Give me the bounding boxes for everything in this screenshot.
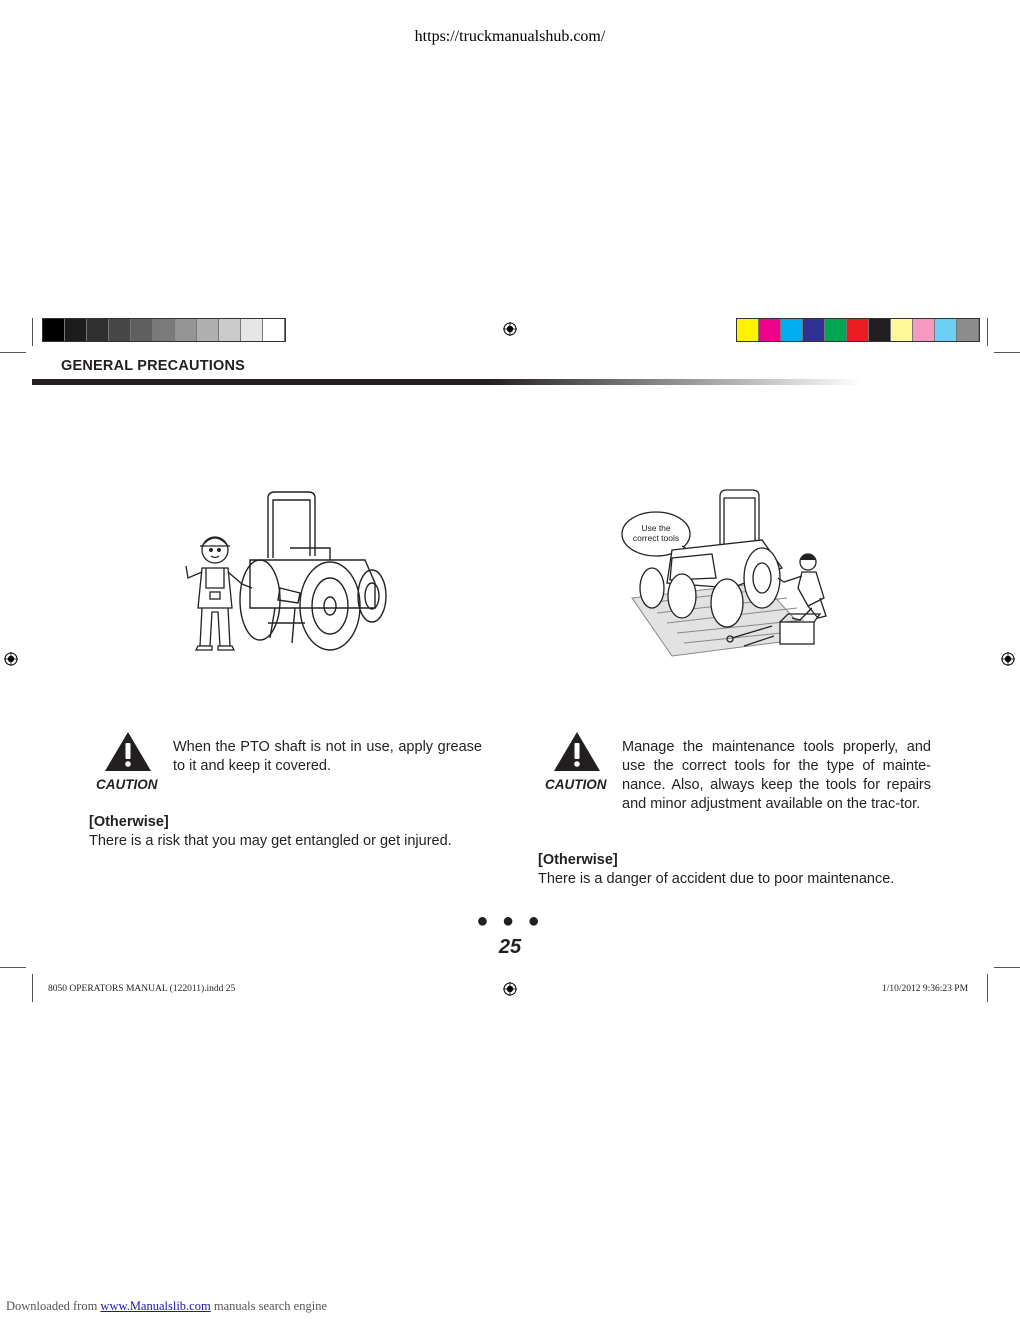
header-url-link[interactable]: https://truckmanualshub.com/: [414, 28, 606, 45]
header-url: [0, 28, 1020, 46]
calibration-swatch: [87, 319, 109, 341]
page-number-dots: ● ● ●: [476, 910, 544, 932]
calibration-swatch: [153, 319, 175, 341]
calibration-swatch: [737, 319, 759, 341]
calibration-swatch: [109, 319, 131, 341]
caution-text: When the PTO shaft is not in use, apply grease to it and keep it covered.: [173, 739, 482, 774]
correct-tools-illustration: [612, 488, 852, 658]
calibration-swatch: [219, 319, 241, 341]
calibration-swatch: [957, 319, 979, 341]
calibration-swatch: [869, 319, 891, 341]
otherwise-text: There is a danger of accident due to poor maintenance.: [538, 871, 895, 887]
calibration-swatch: [197, 319, 219, 341]
pto-shaft-illustration: [180, 488, 395, 658]
speech-bubble-line2: correct tools: [632, 533, 680, 543]
calibration-swatch: [241, 319, 263, 341]
registration-mark-left: [4, 652, 18, 666]
registration-mark-bottom: [503, 982, 517, 996]
calibration-swatch: [913, 319, 935, 341]
crop-mark: [0, 352, 26, 353]
calibration-swatch: [175, 319, 197, 341]
caution-label: CAUTION: [545, 777, 607, 792]
caution-warning-icon: [552, 730, 602, 774]
otherwise-heading: [Otherwise]: [538, 852, 618, 868]
calibration-swatch: [759, 319, 781, 341]
calibration-swatch: [891, 319, 913, 341]
crop-mark: [987, 974, 988, 1002]
calibration-swatch: [847, 319, 869, 341]
download-source-line: [6, 1299, 327, 1314]
crop-mark: [32, 974, 33, 1002]
manualslib-link[interactable]: www.Manualslib.com: [100, 1299, 211, 1313]
calibration-swatch: [43, 319, 65, 341]
caution-text: Manage the maintenance tools properly, and use the correct tools for the type of mainte-nance. Also, always keep the tools for repairs and minor adjustment available on the trac-tor.: [622, 739, 931, 812]
caution-warning-icon: [103, 730, 153, 774]
calibration-swatch: [131, 319, 153, 341]
otherwise-text: There is a risk that you may get entangled or get injured.: [89, 833, 452, 849]
calibration-swatch: [803, 319, 825, 341]
crop-mark: [987, 318, 988, 346]
calibration-swatch: [781, 319, 803, 341]
download-suffix: manuals search engine: [210, 1299, 327, 1313]
calibration-swatch: [65, 319, 87, 341]
grayscale-calibration-bar: [42, 318, 286, 342]
download-prefix: Downloaded from: [6, 1299, 101, 1313]
calibration-swatch: [263, 319, 285, 341]
section-title: GENERAL PRECAUTIONS: [61, 358, 245, 374]
footer-file-name: 8050 OPERATORS MANUAL (122011).indd 25: [48, 984, 236, 994]
crop-mark: [0, 967, 26, 968]
color-calibration-bar: [736, 318, 980, 342]
crop-mark: [994, 967, 1020, 968]
calibration-swatch: [935, 319, 957, 341]
footer-timestamp: 1/10/2012 9:36:23 PM: [882, 984, 969, 994]
page-number: 25: [498, 936, 522, 958]
calibration-swatch: [825, 319, 847, 341]
crop-mark: [32, 318, 33, 346]
speech-bubble-line1: Use the: [641, 523, 671, 533]
caution-label: CAUTION: [96, 777, 158, 792]
registration-mark-top: [503, 322, 517, 336]
otherwise-heading: [Otherwise]: [89, 814, 169, 830]
crop-mark: [994, 352, 1020, 353]
section-title-rule: [32, 379, 862, 385]
registration-mark-right: [1001, 652, 1015, 666]
